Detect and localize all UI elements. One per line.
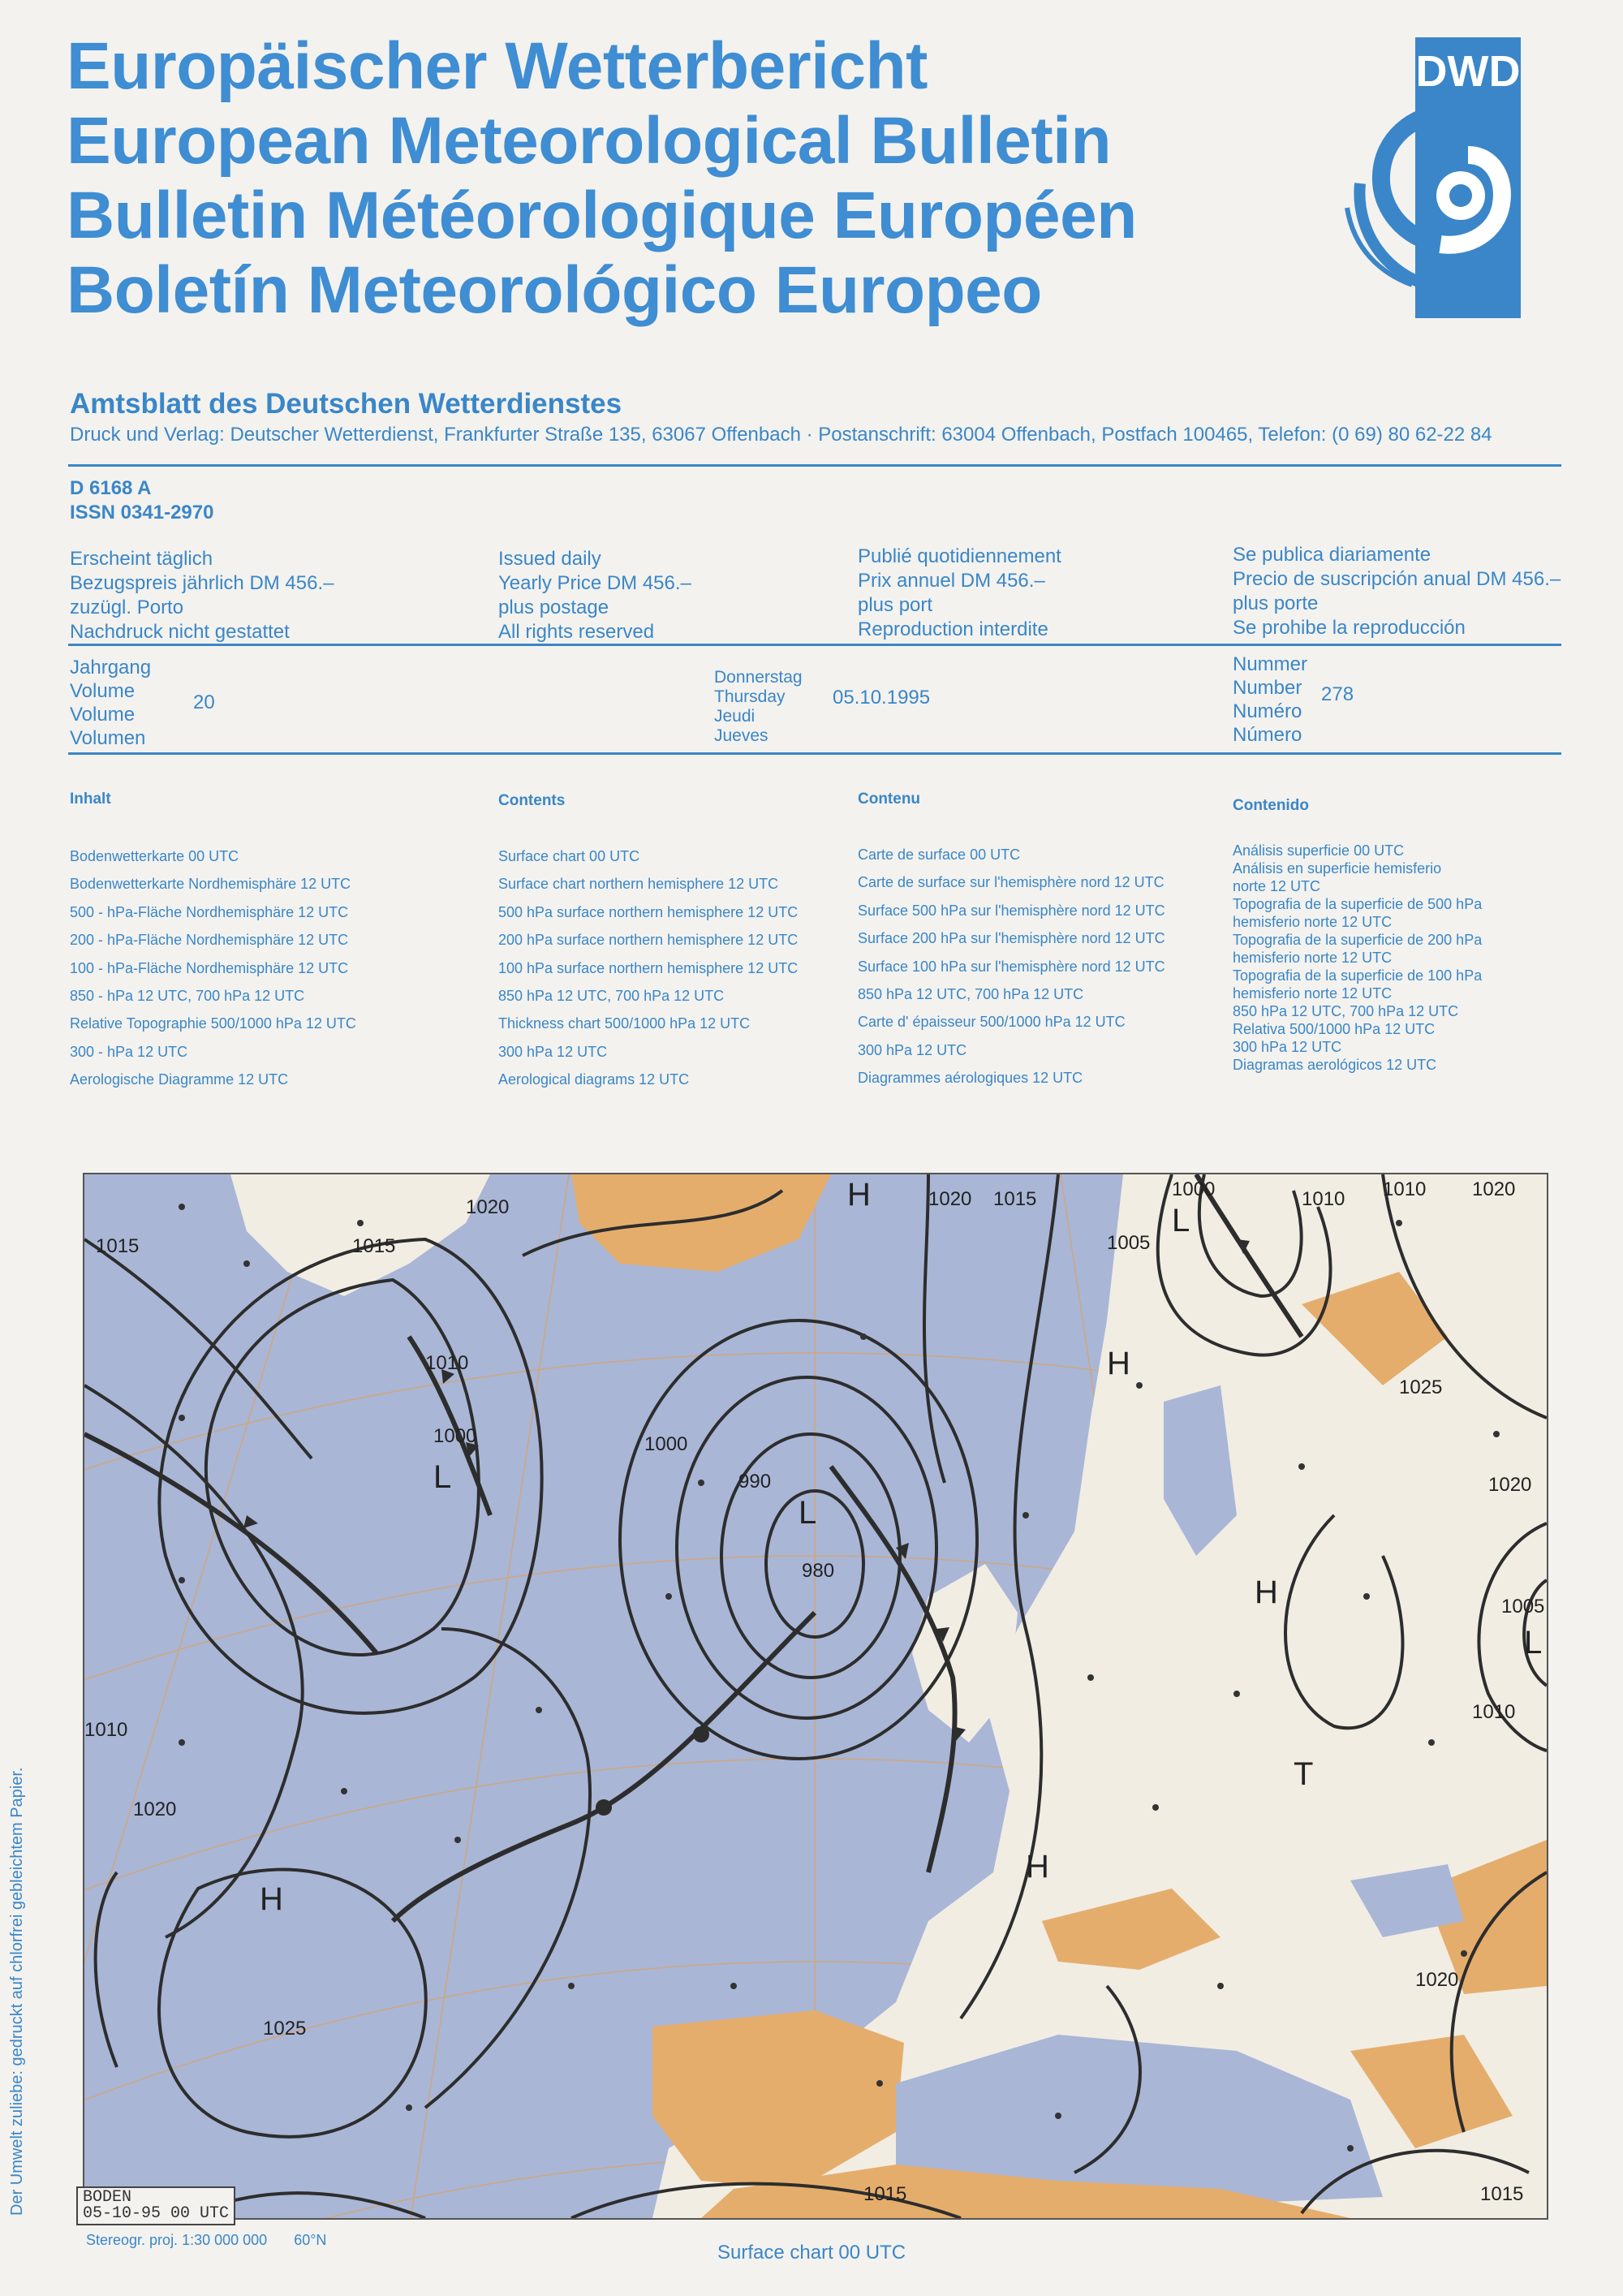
dwd-logo (1331, 37, 1521, 318)
contents-heading-de: Inhalt (70, 790, 111, 808)
sub-line: plus postage (498, 597, 609, 618)
publisher-address: Druck und Verlag: Deutscher Wetterdienst, Frankfurter Straße 135, 63067 Offenbach · Postanschrift: 63004 Offenbach, Postfach 100465, Telefon: (0 69) 80 62-22 84 (70, 424, 1492, 446)
isobar-label: 1015 (352, 1235, 396, 1257)
isobar-label: 1025 (263, 2018, 307, 2040)
day-label: Jueves (714, 726, 768, 745)
contents-item: Diagramas aerológicos 12 UTC (1233, 1057, 1437, 1073)
volume-value: 20 (193, 691, 215, 713)
subscription-fr (858, 545, 1061, 642)
latitude-note: 60°N (294, 2232, 327, 2248)
isobar-label: 1010 (84, 1719, 128, 1741)
isobar-label: 1020 (1472, 1178, 1516, 1200)
contents-item: Bodenwetterkarte 00 UTC (70, 848, 239, 864)
sub-line: Prix annuel DM 456.– (858, 570, 1045, 592)
front-semicircle (596, 1799, 612, 1816)
contents-item: Carte de surface sur l'hemisphère nord 12 UTC (858, 874, 1165, 891)
contents-item: Aerologische Diagramme 12 UTC (70, 1071, 289, 1088)
contents-item: Topografia de la superficie de 200 hPa (1233, 932, 1483, 948)
contents-item: 850 - hPa 12 UTC, 700 hPa 12 UTC (70, 987, 305, 1004)
isobar-label: 1010 (1302, 1188, 1345, 1210)
contents-item: Relativa 500/1000 hPa 12 UTC (1233, 1021, 1436, 1037)
isobar-label: 1020 (1415, 1969, 1459, 1991)
number-label: Numéro (1233, 700, 1302, 722)
sub-line: plus porte (1233, 592, 1319, 614)
volume-labels (70, 656, 151, 750)
contents-item: Surface 200 hPa sur l'hemisphère nord 12 UTC (858, 930, 1165, 947)
contents-item: Surface 100 hPa sur l'hemisphère nord 12 UTC (858, 958, 1165, 975)
title-french: Bulletin Météorologique Européen (67, 179, 1137, 252)
isobar-label: 1000 (433, 1425, 477, 1447)
sub-line: plus port (858, 594, 933, 616)
contents-item: 200 hPa surface northern hemisphere 12 UTC (498, 932, 799, 949)
contents-item: hemisferio norte 12 UTC (1233, 985, 1393, 1002)
environment-note: Der Umwelt zuliebe: gedruckt auf chlorfrei gebleichtem Papier. (8, 1767, 26, 2216)
sub-line: Yearly Price DM 456.– (498, 572, 691, 594)
sub-line: Nachdruck nicht gestattet (70, 621, 290, 643)
map-caption: Surface chart 00 UTC (717, 2242, 906, 2264)
subscription-de (70, 547, 334, 644)
sub-line: All rights reserved (498, 621, 655, 643)
sub-line: Bezugspreis jährlich DM 456.– (70, 572, 334, 594)
divider (68, 644, 1561, 646)
isobar-label: 1015 (863, 2183, 907, 2205)
divider (68, 464, 1561, 467)
isobar-label: 990 (738, 1471, 772, 1493)
isobar-label: 1020 (928, 1188, 972, 1210)
sub-line: Se prohibe la reproducción (1233, 617, 1466, 639)
contents-item: 850 hPa 12 UTC, 700 hPa 12 UTC (498, 987, 725, 1004)
isobar-label: 1025 (1399, 1376, 1443, 1398)
volume-label: Volume (70, 680, 136, 702)
isobar-label: 1015 (993, 1188, 1037, 1210)
contents-item: Thickness chart 500/1000 hPa 12 UTC (498, 1015, 751, 1032)
high-pressure-center: H (1026, 1849, 1049, 1885)
contents-item: Bodenwetterkarte Nordhemisphäre 12 UTC (70, 876, 351, 893)
sub-line: Publié quotidiennement (858, 545, 1061, 567)
isobar-label: 1005 (1501, 1596, 1545, 1618)
contents-item: Diagrammes aérologiques 12 UTC (858, 1070, 1083, 1087)
contents-heading-es: Contenido (1233, 797, 1309, 814)
contents-item: 300 hPa 12 UTC (1233, 1039, 1342, 1055)
title-spanish: Boletín Meteorológico Europeo (67, 253, 1042, 327)
contents-item: hemisferio norte 12 UTC (1233, 914, 1393, 930)
contents-list-es (1233, 842, 1482, 1074)
number-label: Nummer (1233, 653, 1308, 675)
contents-item: Topografia de la superficie de 500 hPa (1233, 896, 1483, 912)
day-label: Thursday (714, 687, 786, 706)
contents-item: 850 hPa 12 UTC, 700 hPa 12 UTC (1233, 1003, 1459, 1019)
high-pressure-center: H (847, 1177, 871, 1213)
isobar-label: 1005 (1107, 1232, 1151, 1254)
sub-line: zuzügl. Porto (70, 597, 184, 618)
contents-item: 500 - hPa-Fläche Nordhemisphäre 12 UTC (70, 903, 349, 920)
contents-item: Carte d' épaisseur 500/1000 hPa 12 UTC (858, 1014, 1126, 1031)
sub-line: Se publica diariamente (1233, 544, 1431, 566)
contents-item: Surface 500 hPa sur l'hemisphère nord 12 UTC (858, 902, 1165, 919)
subscription-es (1233, 543, 1561, 640)
isobar-label: 1020 (466, 1196, 510, 1218)
contents-item: 300 hPa 12 UTC (498, 1043, 608, 1060)
isobar-label: 1010 (1472, 1701, 1516, 1723)
projection-note (86, 2232, 326, 2249)
volume-label: Volume (70, 704, 136, 726)
title-german: Europäischer Wetterbericht (67, 29, 928, 103)
contents-item: norte 12 UTC (1233, 878, 1321, 894)
surface-weather-map (83, 1173, 1548, 2223)
front-semicircle (693, 1726, 709, 1742)
low-pressure-center: L (1172, 1203, 1190, 1238)
projection-text: Stereogr. proj. 1:30 000 000 (86, 2232, 268, 2248)
logo-text: DWD (1415, 47, 1521, 96)
contents-item: 100 - hPa-Fläche Nordhemisphäre 12 UTC (70, 959, 349, 976)
contents-item: Carte de surface 00 UTC (858, 846, 1021, 863)
high-pressure-center: H (1107, 1346, 1130, 1381)
number-labels (1233, 653, 1307, 747)
contents-item: Aerological diagrams 12 UTC (498, 1071, 690, 1088)
day-label: Jeudi (714, 707, 756, 726)
isobar-label: 1000 (644, 1433, 688, 1455)
contents-item: Análisis en superficie hemisferio (1233, 860, 1442, 877)
contents-item: hemisferio norte 12 UTC (1233, 950, 1393, 966)
contents-item: Relative Topographie 500/1000 hPa 12 UTC (70, 1015, 356, 1032)
number-label: Number (1233, 677, 1302, 699)
sub-line: Erscheint täglich (70, 548, 213, 570)
contents-item: Análisis superficie 00 UTC (1233, 842, 1405, 859)
isobar-label: 1010 (1383, 1178, 1427, 1200)
contents-list-de (70, 842, 356, 1094)
title-english: European Meteorological Bulletin (67, 104, 1112, 178)
contents-item: Topografia de la superficie de 100 hPa (1233, 967, 1483, 984)
issue-date: 05.10.1995 (833, 687, 931, 709)
map-label-line1: BODEN (83, 2188, 132, 2207)
d-number: D 6168 A (70, 477, 152, 499)
number-label: Número (1233, 724, 1302, 746)
low-pressure-center: L (1524, 1625, 1543, 1661)
isobar-label: 1020 (133, 1798, 177, 1820)
contents-item: Surface chart 00 UTC (498, 848, 640, 864)
map-label-line2: 05-10-95 00 UTC (83, 2204, 230, 2223)
sub-line: Issued daily (498, 548, 601, 570)
trough-center: T (1294, 1756, 1314, 1792)
contents-item: Surface chart northern hemisphere 12 UTC (498, 876, 779, 893)
contents-list-fr (858, 841, 1165, 1092)
contents-heading-en: Contents (498, 792, 566, 809)
sub-line: Reproduction interdite (858, 618, 1048, 640)
publisher-block (70, 388, 1563, 446)
isobar-label: 1000 (1172, 1178, 1216, 1200)
day-labels (714, 668, 803, 746)
isobar-label: 980 (802, 1560, 835, 1582)
isobar-label: 1010 (425, 1352, 469, 1374)
publication-ids (70, 476, 213, 525)
map-label-box (76, 2186, 235, 2225)
contents-item: 500 hPa surface northern hemisphere 12 UTC (498, 903, 799, 920)
divider (68, 752, 1561, 755)
contents-item: 300 - hPa 12 UTC (70, 1043, 188, 1060)
isobar-label: 1015 (96, 1235, 140, 1257)
contents-item: 850 hPa 12 UTC, 700 hPa 12 UTC (858, 985, 1084, 1002)
isobar-label: 1015 (1480, 2183, 1524, 2205)
high-pressure-center: H (260, 1881, 283, 1917)
contents-list-en (498, 842, 798, 1094)
contents-heading-fr: Contenu (858, 790, 921, 808)
issue-number: 278 (1321, 683, 1354, 705)
low-pressure-center: L (799, 1495, 817, 1531)
publisher-org: Amtsblatt des Deutschen Wetterdienstes (70, 388, 622, 420)
low-pressure-center: L (433, 1459, 452, 1495)
contents-item: 200 - hPa-Fläche Nordhemisphäre 12 UTC (70, 932, 349, 949)
isobar-label: 1020 (1488, 1474, 1532, 1496)
volume-label: Volumen (70, 727, 146, 749)
volume-label: Jahrgang (70, 657, 152, 678)
contents-item: 100 hPa surface northern hemisphere 12 UTC (498, 959, 799, 976)
issn: ISSN 0341-2970 (70, 502, 214, 523)
sub-line: Precio de suscripción anual DM 456.– (1233, 568, 1561, 590)
subscription-en (498, 547, 691, 644)
day-label: Donnerstag (714, 668, 803, 687)
high-pressure-center: H (1255, 1574, 1278, 1610)
title-block (67, 29, 1137, 328)
contents-item: 300 hPa 12 UTC (858, 1041, 967, 1058)
